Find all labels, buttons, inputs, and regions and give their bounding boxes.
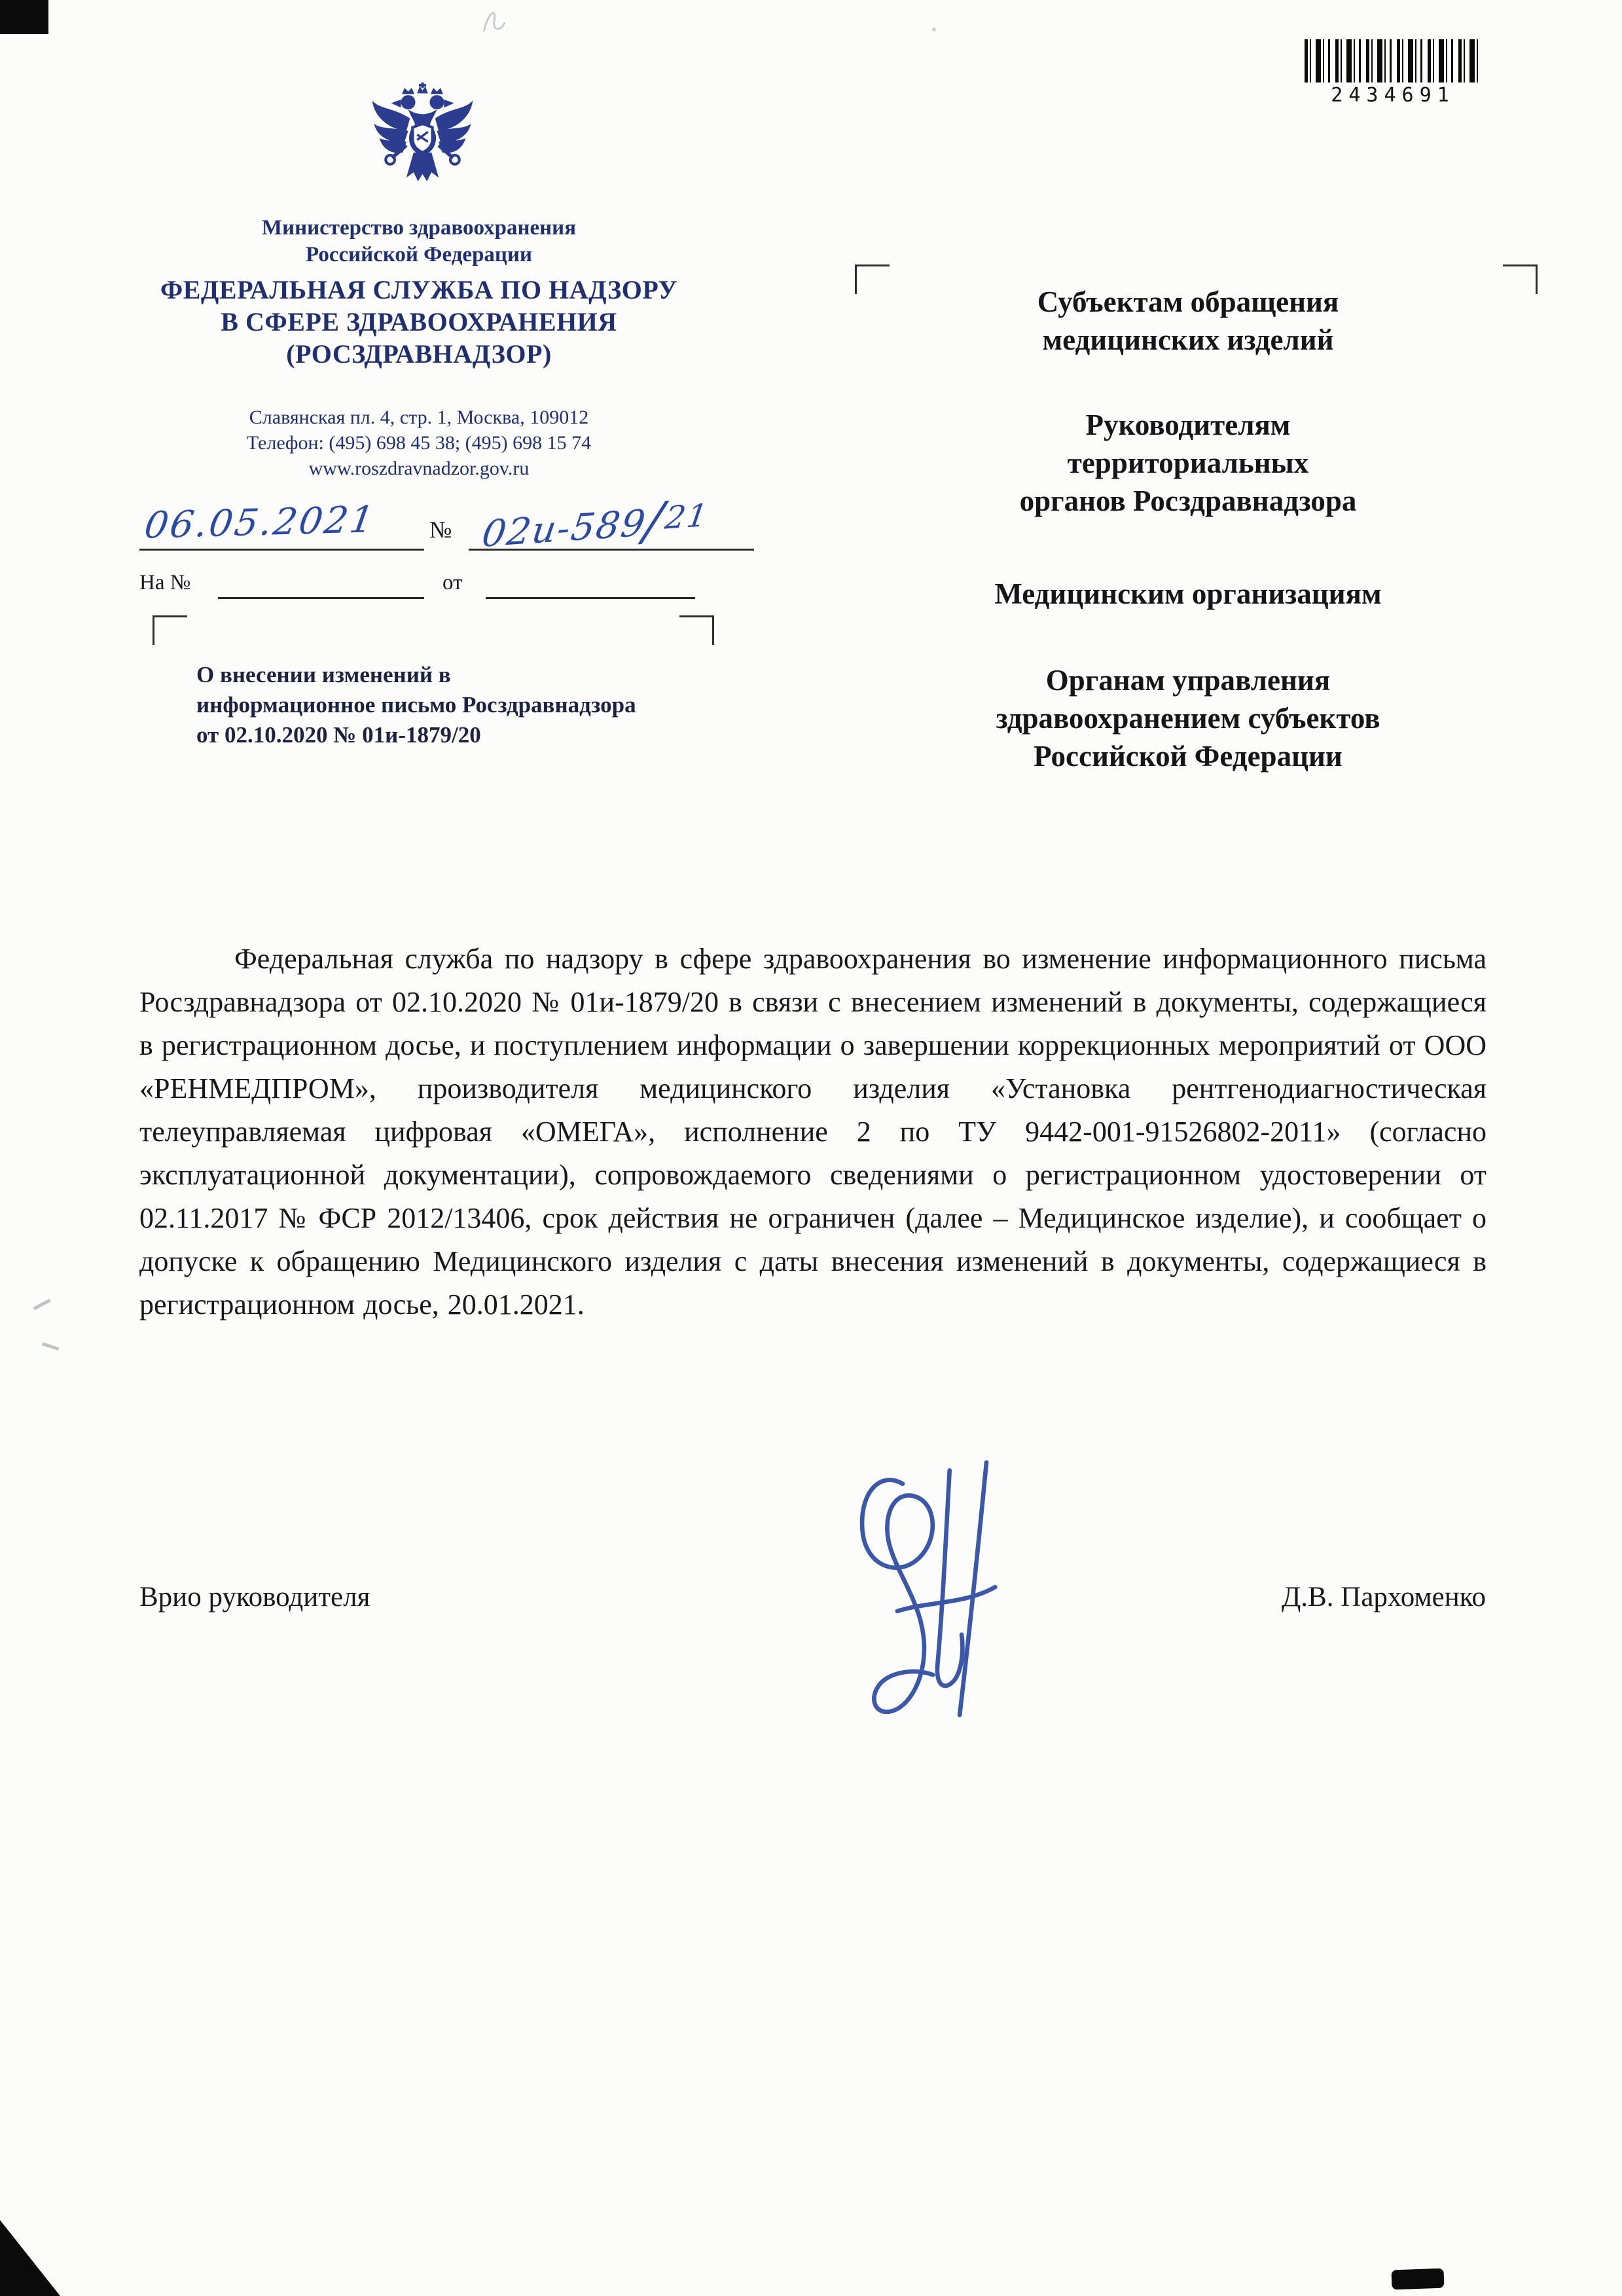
subject-field-corner-left bbox=[153, 615, 187, 645]
recipient-1-line-2: медицинских изделий bbox=[1042, 323, 1334, 356]
recipient-block-2 bbox=[838, 406, 1538, 520]
handwritten-outgoing-number bbox=[478, 484, 713, 559]
outgoing-number-main: 02и-589 bbox=[479, 501, 649, 556]
postal-address: Славянская пл. 4, стр. 1, Москва, 109012 bbox=[249, 407, 589, 428]
service-line-3: (РОСЗДРАВНАДЗОР) bbox=[286, 339, 552, 369]
recipient-2-line-2: территориальных bbox=[1067, 446, 1309, 479]
service-line-1: ФЕДЕРАЛЬНАЯ СЛУЖБА ПО НАДЗОРУ bbox=[160, 275, 678, 304]
reply-to-number-label: На № bbox=[139, 571, 191, 594]
recipient-2-line-3: органов Росздравнадзора bbox=[1019, 484, 1357, 517]
service-line-2: В СФЕРЕ ЗДРАВООХРАНЕНИЯ bbox=[221, 307, 617, 337]
signer-position-title: Врио руководителя bbox=[139, 1582, 370, 1613]
subject-line-3: от 02.10.2020 № 01и-1879/20 bbox=[196, 722, 481, 748]
number-sign-label: № bbox=[429, 517, 452, 543]
reply-date-underline bbox=[486, 597, 695, 599]
reply-number-underline bbox=[218, 597, 424, 599]
phone-numbers: Телефон: (495) 698 45 38; (495) 698 15 74 bbox=[246, 432, 592, 454]
pencil-mark bbox=[42, 1342, 59, 1351]
scan-artifact-top-left bbox=[0, 0, 48, 34]
recipient-2-line-1: Руководителям bbox=[1085, 409, 1291, 441]
letter-body-paragraph: Федеральная служба по надзору в сфере здравоохранения во изменение информационного письма Росздравнадзора от 02.10.2020 № 01и-1879/20 в связи с внесением изменений в документы, содержащиеся в регистрационном досье, и поступлением информации о завершении коррекционных мероприятий от ООО «РЕНМЕДПРОМ», производителя медицинского изделия «Установка рентгенодиагностическая телеуправляемая цифровая «ОМЕГА», исполнение 2 по ТУ 9442-001-91526802-2011» (согласно эксплуатационной документации), сопровождаемого сведениями о регистрационном удостоверении от 02.11.2017 № ФСР 2012/13406, срок действия не ограничен (далее – Медицинское изделие), и сообщает о допуске к обращению Медицинского изделия с даты внесения изменений в документы, содержащиеся в регистрационном досье, 20.01.2021. bbox=[139, 943, 1487, 1321]
recipient-3-line-1: Медицинским организациям bbox=[994, 577, 1382, 610]
contact-block bbox=[105, 405, 733, 481]
reply-from-label: от bbox=[442, 571, 463, 594]
scan-artifact-bottom-left bbox=[0, 2220, 60, 2296]
handwritten-signature bbox=[821, 1444, 1037, 1725]
recipient-block-4 bbox=[838, 661, 1538, 775]
ministry-name bbox=[105, 215, 733, 268]
recipient-block-1 bbox=[838, 283, 1538, 359]
handwritten-date: 06.05.2021 bbox=[141, 498, 379, 547]
subject-line-2: информационное письмо Росздравнадзора bbox=[196, 692, 636, 718]
barcode-bars-icon bbox=[1305, 39, 1481, 82]
recipient-4-line-3: Российской Федерации bbox=[1034, 740, 1343, 773]
number-underline bbox=[469, 549, 754, 551]
outgoing-number-year: 21 bbox=[662, 497, 712, 537]
scan-speck bbox=[932, 27, 936, 31]
recipient-4-line-1: Органам управления bbox=[1045, 664, 1331, 697]
ministry-line-2: Российской Федерации bbox=[306, 243, 532, 266]
pencil-mark bbox=[33, 1299, 50, 1311]
recipient-4-line-2: здравоохранением субъектов bbox=[996, 702, 1380, 735]
coat-of-arms-icon bbox=[369, 82, 477, 208]
website-url: www.roszdravnadzor.gov.ru bbox=[308, 458, 530, 479]
scan-artifact-bottom-right bbox=[1392, 2269, 1445, 2290]
letter-subject bbox=[196, 660, 785, 750]
barcode-number: 2434691 bbox=[1331, 84, 1455, 107]
recipient-block-3 bbox=[838, 575, 1538, 613]
barcode bbox=[1305, 39, 1481, 107]
service-name bbox=[105, 274, 733, 370]
ministry-line-1: Министерство здравоохранения bbox=[261, 216, 577, 240]
recipient-1-line-1: Субъектам обращения bbox=[1037, 285, 1339, 318]
outgoing-number-slash: / bbox=[640, 491, 668, 552]
subject-field-corner-right bbox=[679, 615, 714, 645]
subject-line-1: О внесении изменений в bbox=[196, 662, 451, 687]
signer-name: Д.В. Пархоменко bbox=[1282, 1582, 1486, 1613]
faint-pencil-squiggle bbox=[480, 3, 509, 37]
date-underline bbox=[139, 549, 424, 551]
